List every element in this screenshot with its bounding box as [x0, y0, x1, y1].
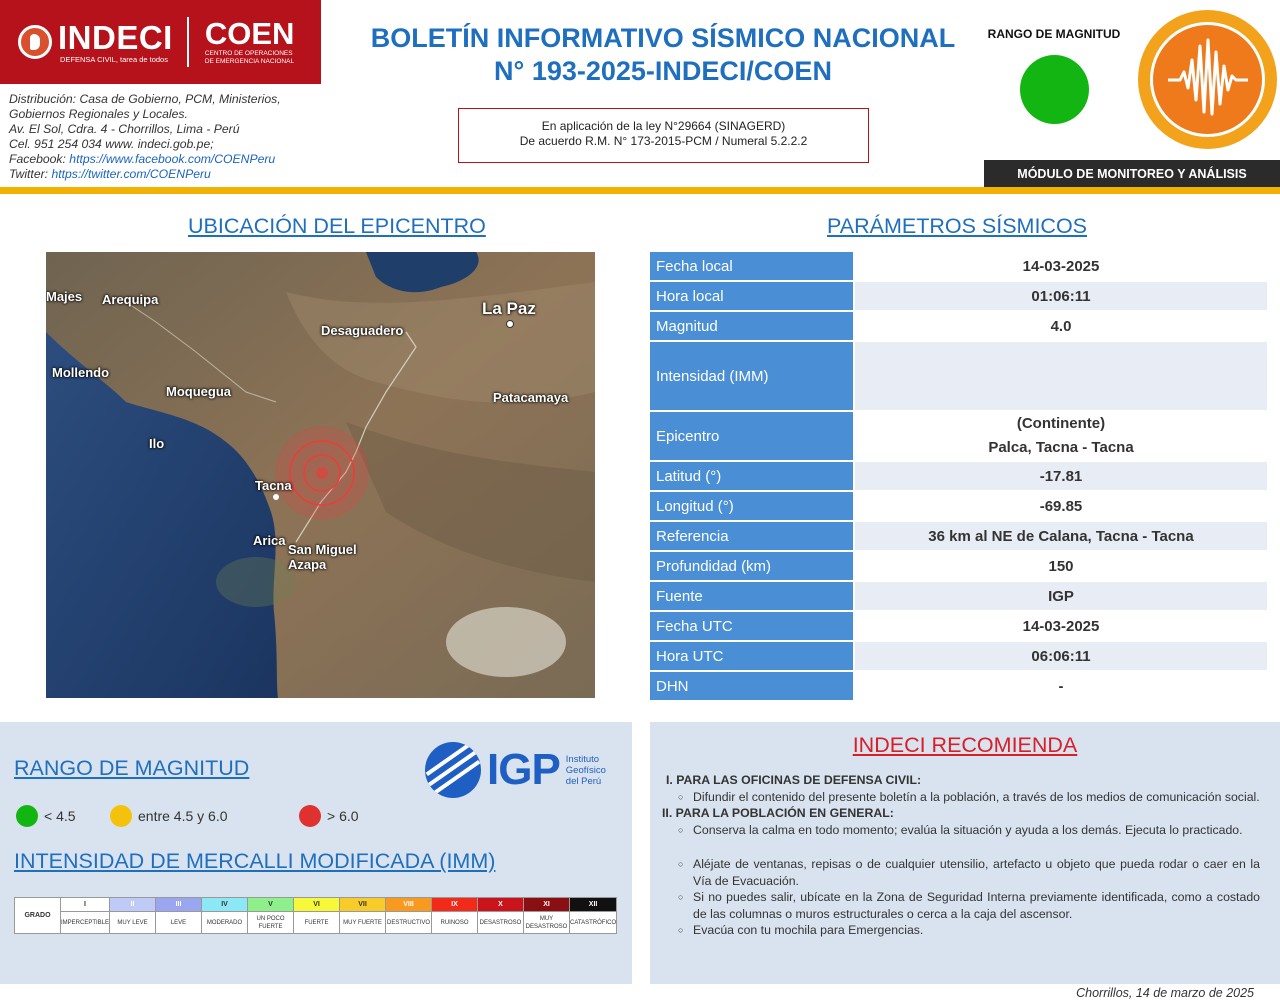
- param-key: Profundidad (km): [650, 552, 855, 580]
- yellow-dot-icon: [110, 805, 132, 827]
- param-value: 01:06:11: [855, 282, 1267, 310]
- indeci-seal-icon: [18, 25, 52, 59]
- table-row: [650, 582, 1267, 610]
- mercalli-grade: VII: [340, 898, 386, 912]
- brand-coen-sub1: CENTRO DE OPERACIONES: [204, 50, 293, 57]
- param-value: [855, 412, 1267, 460]
- mercalli-grade: II: [110, 898, 156, 912]
- mercalli-grade: V: [248, 898, 294, 912]
- table-row: [650, 672, 1267, 700]
- param-value: -: [855, 672, 1267, 700]
- map-label: Desaguadero: [321, 323, 404, 338]
- brand-coen: COEN: [204, 16, 295, 51]
- distribution-line: Distribución: Casa de Gobierno, PCM, Ministerios,: [9, 92, 281, 106]
- list-item: ○ Aléjate de ventanas, repisas o de cualquier utensilio, artefacto u objeto que pueda rodar o caer en la Vía de Evacuación.: [693, 856, 1260, 889]
- footer-date: Chorrillos, 14 de marzo de 2025: [1076, 986, 1254, 1000]
- table-row: [650, 612, 1267, 640]
- epicenter-location: Palca, Tacna - Tacna: [988, 439, 1134, 456]
- magnitude-range-heading: RANGO DE MAGNITUD: [14, 756, 250, 780]
- mercalli-description: LEVE: [156, 912, 202, 934]
- mercalli-description: MUY LEVE: [110, 912, 156, 934]
- seismograph-icon: [1138, 10, 1277, 149]
- table-row: [650, 462, 1267, 490]
- epicenter-marker: [276, 427, 368, 519]
- map-label: Ilo: [149, 436, 165, 451]
- distribution-line: Gobiernos Regionales y Locales.: [9, 107, 188, 121]
- law-line-1: En aplicación de la ley N°29664 (SINAGERD): [541, 119, 786, 133]
- mercalli-description: DESTRUCTIVO: [386, 912, 432, 934]
- brand-indeci: INDECI: [58, 18, 173, 56]
- legend-label: entre 4.5 y 6.0: [138, 808, 228, 824]
- mercalli-description: MUY FUERTE: [340, 912, 386, 934]
- facebook-line: [9, 152, 309, 167]
- map-label: San Miguel: [288, 542, 357, 557]
- magnitude-legend: [16, 805, 359, 827]
- list-item: ○ Difundir el contenido del presente boletín a la población, a través de los medios de comunicación social.: [693, 789, 1260, 806]
- mercalli-description: MODERADO: [202, 912, 248, 934]
- param-key: Latitud (°): [650, 462, 855, 490]
- mercalli-grade: X: [478, 898, 524, 912]
- header-divider: [0, 187, 1280, 194]
- param-key: Longitud (°): [650, 492, 855, 520]
- green-dot-icon: [16, 805, 38, 827]
- param-value: 14-03-2025: [855, 612, 1267, 640]
- table-row: [650, 312, 1267, 340]
- param-value: 150: [855, 552, 1267, 580]
- param-key: Fecha local: [650, 252, 855, 280]
- param-key: Hora UTC: [650, 642, 855, 670]
- table-row: [650, 492, 1267, 520]
- list-item: ○ Si no puedes salir, ubícate en la Zona de Seguridad Interna previamente identificada, como a costado de las columnas o muros estructurales o cerca a la caja del ascensor.: [693, 889, 1260, 922]
- mercalli-grade: III: [156, 898, 202, 912]
- mercalli-heading: INTENSIDAD DE MERCALLI MODIFICADA (IMM): [14, 849, 496, 873]
- table-row: [650, 522, 1267, 550]
- param-key: DHN: [650, 672, 855, 700]
- table-row: [650, 342, 1267, 410]
- table-row: [650, 642, 1267, 670]
- twitter-line: [9, 167, 309, 182]
- param-key: Magnitud: [650, 312, 855, 340]
- mercalli-grade: XI: [524, 898, 570, 912]
- list-item: ○ Conserva la calma en todo momento; evalúa la situación y ayuda a los demás. Ejecuta lo practicado.: [693, 822, 1260, 839]
- mercalli-table: [14, 897, 617, 934]
- param-value: 4.0: [855, 312, 1267, 340]
- igp-sub: Instituto: [565, 753, 600, 765]
- map-label: La Paz: [482, 299, 536, 318]
- igp-globe-icon: [425, 742, 481, 798]
- table-row: [650, 282, 1267, 310]
- epicenter-heading: UBICACIÓN DEL EPICENTRO: [188, 214, 486, 238]
- map-label: Patacamaya: [493, 390, 569, 405]
- param-value: [855, 342, 1267, 410]
- mercalli-description: IMPERCEPTIBLE: [61, 912, 110, 934]
- address-line: Av. El Sol, Cdra. 4 - Chorrillos, Lima - Perú: [9, 122, 240, 136]
- title-line-1: BOLETÍN INFORMATIVO SÍSMICO NACIONAL: [370, 23, 956, 53]
- mercalli-description: DESASTROSO: [478, 912, 524, 934]
- facebook-link[interactable]: https://www.facebook.com/COENPeru: [69, 152, 276, 166]
- mercalli-description: MUY DESASTROSO: [524, 912, 570, 934]
- param-value: IGP: [855, 582, 1267, 610]
- igp-sub: Geofísico: [565, 764, 606, 776]
- param-key: Fuente: [650, 582, 855, 610]
- map-label: Arica: [253, 533, 286, 548]
- igp-name: IGP: [487, 745, 560, 794]
- magnitude-range-label: RANGO DE MAGNITUD: [987, 27, 1121, 41]
- grado-label: GRADO: [15, 898, 61, 934]
- param-key: Fecha UTC: [650, 612, 855, 640]
- param-value: -69.85: [855, 492, 1267, 520]
- epicenter-map[interactable]: [46, 252, 595, 698]
- param-key: Referencia: [650, 522, 855, 550]
- map-label: Azapa: [288, 557, 327, 572]
- param-value: 14-03-2025: [855, 252, 1267, 280]
- param-key: Intensidad (IMM): [650, 342, 855, 410]
- brand-coen-sub2: DE EMERGENCIA NACIONAL: [204, 58, 295, 65]
- mercalli-description: RUINOSO: [432, 912, 478, 934]
- bulletin-title: [340, 22, 986, 88]
- mercalli-grade: VI: [294, 898, 340, 912]
- table-row: [650, 252, 1267, 280]
- param-value: 36 km al NE de Calana, Tacna - Tacna: [855, 522, 1267, 550]
- mercalli-grade: I: [61, 898, 110, 912]
- legend-label: < 4.5: [44, 808, 76, 824]
- map-label: Tacna: [255, 478, 292, 493]
- contact-line: Cel. 951 254 034 www. indeci.gob.pe;: [9, 137, 214, 151]
- table-row: [650, 552, 1267, 580]
- epicenter-type: (Continente): [1016, 415, 1106, 432]
- twitter-label: Twitter:: [9, 167, 52, 181]
- mercalli-grade: VIII: [386, 898, 432, 912]
- facebook-label: Facebook:: [9, 152, 70, 166]
- seismic-params-table: [650, 250, 1267, 702]
- red-dot-icon: [299, 805, 321, 827]
- brand-divider: [187, 17, 189, 67]
- law-reference-box: [458, 108, 869, 163]
- law-line-2: De acuerdo R.M. N° 173-2015-PCM / Numeral 5.2.2.2: [519, 134, 808, 148]
- mercalli-grade: IV: [202, 898, 248, 912]
- twitter-link[interactable]: https://twitter.com/COENPeru: [51, 167, 211, 181]
- table-row: [650, 412, 1267, 460]
- map-label: Majes: [46, 289, 83, 304]
- magnitude-indicator: [1020, 55, 1089, 124]
- monitoring-module-bar: MÓDULO DE MONITOREO Y ANÁLISIS: [984, 160, 1280, 187]
- igp-logo: [425, 742, 606, 798]
- map-label: Mollendo: [52, 365, 110, 380]
- map-label: Moquegua: [166, 384, 231, 399]
- mercalli-grade: IX: [432, 898, 478, 912]
- brand-indeci-tagline: DEFENSA CIVIL, tarea de todos: [60, 54, 168, 64]
- param-value: -17.81: [855, 462, 1267, 490]
- legend-label: > 6.0: [327, 808, 359, 824]
- mercalli-description: UN POCO FUERTE: [248, 912, 294, 934]
- title-line-2: N° 193-2025-INDECI/COEN: [494, 56, 832, 86]
- map-label: Arequipa: [102, 292, 159, 307]
- rec-section-1: I. PARA LAS OFICINAS DE DEFENSA CIVIL:: [666, 773, 922, 787]
- recommendations-list: [662, 772, 1260, 939]
- rec-section-2: II. PARA LA POBLACIÓN EN GENERAL:: [662, 806, 894, 820]
- param-key: Epicentro: [650, 412, 855, 460]
- list-item: ○ Evacúa con tu mochila para Emergencias.: [693, 922, 1260, 939]
- mercalli-description: FUERTE: [294, 912, 340, 934]
- distribution-info: [9, 92, 309, 182]
- indeci-coen-logo: [0, 0, 321, 84]
- params-heading: PARÁMETROS SÍSMICOS: [827, 214, 1088, 238]
- igp-sub: del Perú: [565, 775, 602, 787]
- param-key: Hora local: [650, 282, 855, 310]
- recommendations-heading: INDECI RECOMIENDA: [852, 733, 1078, 757]
- mercalli-description: CATASTRÓFICO: [570, 912, 617, 934]
- param-value: 06:06:11: [855, 642, 1267, 670]
- mercalli-grade: XII: [570, 898, 617, 912]
